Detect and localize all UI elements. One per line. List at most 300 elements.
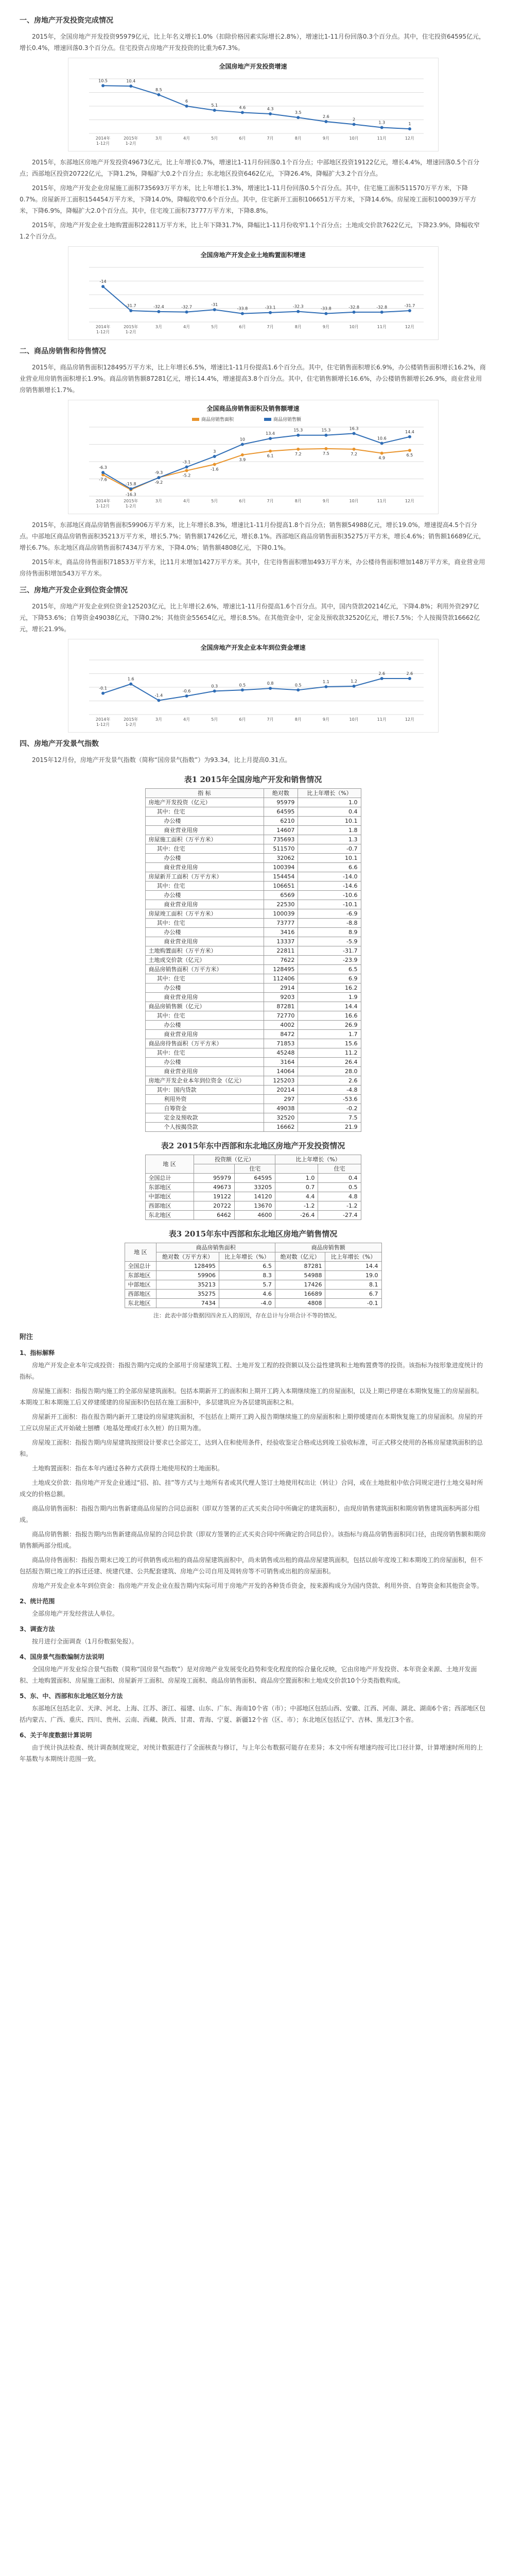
table-row [145,1011,361,1021]
data-label: 6 [185,99,188,104]
table-cell-value: 297 [264,1095,298,1104]
table-cell-growth: 6.6 [298,863,361,872]
table-cell-value: 0.5 [318,1183,361,1192]
data-label: 4.3 [267,107,273,112]
table-header: 绝对数（亿元） [275,1252,325,1262]
data-label: 1.3 [378,120,385,125]
data-point [324,120,327,123]
table-cell-value: 35275 [156,1290,219,1299]
table-cell-value: 13337 [264,937,298,946]
table-row [145,1048,361,1058]
x-tick-label: 4月 [183,325,190,329]
table-header: 绝对数（万平方米） [156,1252,219,1262]
table-cell-value: 32062 [264,854,298,863]
notes-paragraph: 房屋新开工面积：指在报告期内新开工建设的房屋建筑面积，不包括在上期开工跨入报告期继续施工的房屋面积和上期停缓建而在本期恢复施工的房屋面积。房屋的开工应以房屋正式开始破土刨槽（地基处理或打永久桩）的日期为准。 [20,1413,483,1432]
table-cell-value: 4.4 [275,1192,318,1201]
table-row [145,1123,361,1132]
table-row [125,1280,381,1290]
table-cell-value: 3164 [264,1058,298,1067]
table-cell-indicator: 自筹资金 [145,1104,264,1113]
x-tick-label: 8月 [294,325,302,329]
x-tick-label: 7月 [267,717,274,722]
table-cell-value: 16662 [264,1123,298,1132]
data-point [296,310,300,313]
table-row [125,1271,381,1280]
x-tick-label: 9月 [322,136,329,141]
table-cell-value: 0.7 [275,1183,318,1192]
table-row [145,844,361,854]
table-cell-region: 中部地区 [145,1192,194,1201]
data-point [352,311,355,314]
table-cell-value: 6.7 [325,1290,381,1299]
section-title-index: 四、房地产开发景气指数 [20,740,99,748]
table-cell-indicator: 房屋新开工面积（万平方米） [145,872,264,882]
table-cell-region: 东部地区 [145,1183,194,1192]
table-header: 地 区 [125,1243,156,1262]
table-cell-growth: -14.0 [298,872,361,882]
table-cell-value: 1.0 [275,1174,318,1183]
table-row [145,1201,361,1211]
data-point [324,434,327,437]
table-row [145,965,361,974]
data-point [185,694,188,698]
table-cell-value: 19122 [194,1192,234,1201]
table-row [125,1290,381,1299]
paragraph: 2015年末，商品房待售面积71853万平方米，比11月末增加1427万平方米。其中，住宅待售面积增加493万平方米，办公楼待售面积增加148万平方米，商业营业用房待售面积增加543万平方米。 [20,558,485,577]
table-cell-growth: 14.4 [298,1002,361,1011]
table-cell-growth: -8.8 [298,919,361,928]
table-header [194,1164,234,1174]
notes-title: 附注 [20,1333,33,1341]
notes-paragraph: 东部地区包括北京、天津、河北、上海、江苏、浙江、福建、山东、广东、海南10个省（市）；中部地区包括山西、安徽、江西、河南、湖北、湖南6个省；西部地区包括内蒙古、广西、重庆、四川、贵州、云南、西藏、陕西、甘肃、青海、宁夏、新疆12个省（区、市）；东北地区包括辽宁、吉林、黑龙江3个省。 [20,1705,485,1723]
table-cell-value: 8472 [264,1030,298,1039]
table-cell-value: 73777 [264,919,298,928]
table-cell-value: -27.4 [318,1211,361,1220]
table-cell-value: 19.0 [325,1271,381,1280]
table-cell-value: 20722 [194,1201,234,1211]
table1-title: 表1 2015年全国房地产开发和销售情况 [184,775,322,784]
data-label: 6.1 [267,453,273,459]
data-point [324,447,327,450]
data-point [408,127,411,130]
table-cell-value: 59906 [156,1271,219,1280]
data-label: 2.6 [406,671,413,676]
data-label: -33.1 [265,305,275,310]
table-cell-growth: -10.6 [298,891,361,900]
data-point [213,109,216,112]
legend-label: 商品房销售额 [273,417,301,422]
table-header: 比上年增长（%） [275,1155,361,1164]
x-tick-label: 1-12月 [96,330,110,334]
data-point [213,689,216,692]
x-tick-label: 2015年 [123,499,138,503]
data-point [408,449,411,452]
data-point [408,309,411,312]
table-row [145,826,361,835]
table-row [145,974,361,984]
notes-paragraph: 房屋施工面积：指报告期内施工的全部房屋建筑面积。包括本期新开工的面积和上期开工跨入本期继续施工的房屋面积，以及上期已停建在本期恢复施工的房屋面积。本期竣工和本期施工后又停建缓建的房屋面积仍包括在施工面积中，多层建筑应为各层建筑面积之和。 [20,1387,483,1406]
table-cell-value: 45248 [264,1048,298,1058]
table-row [145,1113,361,1123]
x-tick-label: 3月 [155,717,162,722]
data-point [296,688,300,691]
section-title-sales: 二、商品房销售和待售情况 [20,347,106,355]
data-point [185,465,188,468]
table-row [145,1002,361,1011]
table1 [145,788,361,1132]
x-tick-label: 8月 [294,717,302,722]
data-point [269,112,272,115]
data-label: -33.8 [237,306,248,311]
data-label: -32.4 [153,304,164,309]
notes-heading: 5、东、中、西部和东北地区划分方法 [20,1692,123,1700]
chart-title: 全国房地产开发投资增速 [219,63,287,70]
table-row [145,946,361,956]
table-row [145,1039,361,1048]
table-cell-value: 8.3 [219,1271,275,1280]
series-line [103,286,410,313]
x-tick-label: 2014年 [95,499,110,503]
chart-investment [68,58,439,151]
table-cell-indicator: 办公楼 [145,984,264,993]
table-cell-indicator: 其中：住宅 [145,1048,264,1058]
table-cell-indicator: 商业营业用房 [145,863,264,872]
table-cell-growth: -5.9 [298,937,361,946]
data-point [101,692,104,695]
data-label: 5.1 [211,103,218,108]
data-label: -1.6 [210,467,219,472]
table-cell-growth: 21.9 [298,1123,361,1132]
table-cell-region: 东部地区 [125,1271,156,1280]
table-cell-indicator: 办公楼 [145,928,264,937]
table-cell-indicator: 房屋施工面积（万平方米） [145,835,264,844]
legend-label: 商品房销售面积 [201,417,234,422]
table-header: 住宅 [235,1164,275,1174]
table-cell-value: 6569 [264,891,298,900]
data-point [269,450,272,453]
data-point [240,312,243,315]
table-cell-value: -1.2 [275,1201,318,1211]
table-cell-growth: 26.4 [298,1058,361,1067]
table-row [145,1211,361,1220]
table-cell-region: 西部地区 [125,1290,156,1299]
table-cell-region: 西部地区 [145,1201,194,1211]
data-point [157,476,160,479]
table-cell-region: 东北地区 [145,1211,194,1220]
table-cell-value: 33205 [235,1183,275,1192]
data-point [352,432,355,435]
table-cell-value: 511570 [264,844,298,854]
table-cell-indicator: 房地产开发投资（亿元） [145,798,264,807]
x-tick-label: 12月 [405,499,414,503]
table-cell-value: 106651 [264,882,298,891]
legend-swatch [264,418,271,421]
data-point [296,448,300,451]
x-tick-label: 8月 [294,136,302,141]
table-row [145,909,361,919]
chart-title: 全国商品房销售面积及销售额增速 [206,405,300,412]
table-cell-growth: -10.1 [298,900,361,909]
x-tick-label: 4月 [183,136,190,141]
table-cell-growth: 1.8 [298,826,361,835]
x-tick-label: 12月 [405,717,414,722]
table-cell-indicator: 商业营业用房 [145,826,264,835]
table-cell-value: 2914 [264,984,298,993]
table-header: 住宅 [318,1164,361,1174]
data-label: 0.8 [267,681,273,686]
data-label: -33.8 [320,306,331,311]
table-cell-growth: 26.9 [298,1021,361,1030]
x-tick-label: 9月 [322,717,329,722]
data-point [101,84,104,87]
x-tick-label: 1-12月 [96,504,110,509]
table-row [145,1030,361,1039]
table-header: 比上年增长（%） [298,789,361,798]
table2-title: 表2 2015年东中西部和东北地区房地产开发投资情况 [161,1141,345,1150]
data-label: 2.6 [322,114,329,120]
x-tick-label: 6月 [238,136,246,141]
table-cell-indicator: 商业营业用房 [145,1030,264,1039]
table-cell-indicator: 其中：住宅 [145,919,264,928]
series-line [103,433,410,489]
notes-paragraph: 房地产开发企业本年完成投资：指报告期内完成的全部用于房屋建筑工程、土地开发工程的投资额以及公益性建筑和土地购置费等的投资。该指标为按形象进度统计的指标。 [20,1362,483,1380]
table-cell-value: 100039 [264,909,298,919]
table-cell-value: 95979 [264,798,298,807]
data-point [352,123,355,126]
table-cell-value: 4.6 [219,1290,275,1299]
x-tick-label: 5月 [211,325,218,329]
paragraph: 2015年，全国房地产开发投资95979亿元，比上年名义增长1.0%（扣除价格因素实际增长2.8%），增速比1-11月份回落0.3个百分点。其中，住宅投资64595亿元，增长0.4%，增速回落0.3个百分点。住宅投资占房地产开发投资的比重为67.3%。 [20,33,485,52]
x-tick-label: 8月 [294,499,302,503]
data-point [185,469,188,472]
data-label: -32.8 [348,304,359,310]
data-label: 10.4 [126,79,135,84]
x-tick-label: 5月 [211,499,218,503]
data-point [129,309,132,312]
table-cell-value: 7622 [264,956,298,965]
notes-paragraph: 全部房地产开发经营法人单位。 [32,1610,119,1617]
legend-swatch [192,418,199,421]
data-label: 1.6 [127,676,134,682]
table-cell-value: 9203 [264,993,298,1002]
table-row [125,1262,381,1271]
notes-paragraph: 土地成交价款：指房地产开发企业通过“招、拍、挂”等方式与土地所有者或其代理人签订土地使用权出让（转让）合同，或在土地批租中依合同规定进行土地交易时所成交的价格总额。 [20,1479,483,1498]
notes-heading: 6、关于年度数据计算说明 [20,1732,92,1739]
table-header: 商品房销售面积 [156,1243,275,1252]
data-label: -0.1 [98,686,107,691]
notes-paragraph: 商品房待售面积：指报告期末已竣工的可供销售或出租的商品房屋建筑面积中，尚未销售或出租的商品房屋建筑面积，包括以前年度竣工和本期竣工的房屋面积，但不包括报告期已竣工的拆迁还建、统建代建、公共配套建筑、房地产公司自用及周转房等不可销售或出租的房屋面积。 [20,1556,483,1575]
table-cell-indicator: 土地成交价款（亿元） [145,956,264,965]
x-tick-label: 11月 [377,136,387,141]
table-cell-value: 128495 [264,965,298,974]
data-point [240,688,243,691]
data-point [380,452,383,455]
data-label: -6.3 [98,465,107,470]
data-point [101,285,104,288]
table-cell-value: 4.8 [318,1192,361,1201]
table-cell-value: 6210 [264,817,298,826]
table-row [145,854,361,863]
data-point [352,685,355,688]
x-tick-label: 6月 [238,499,246,503]
table-cell-value: 4808 [275,1299,325,1308]
table-cell-growth: -6.9 [298,909,361,919]
table-cell-value: 72770 [264,1011,298,1021]
table-cell-value: 32520 [264,1113,298,1123]
table-cell-indicator: 其中：住宅 [145,974,264,984]
table-cell-value: 14064 [264,1067,298,1076]
x-tick-label: 11月 [377,717,387,722]
data-point [213,455,216,458]
chart-title: 全国房地产开发企业本年到位资金增速 [200,644,306,651]
notes-paragraph: 商品房销售额：指报告期内出售新建商品房屋的合同总价款（即双方签署的正式买卖合同中所确定的合同总价）。该指标与商品房销售面积同口径，由现房销售额和期房销售额两部分组成。 [20,1531,486,1549]
table-cell-growth: -53.6 [298,1095,361,1104]
table-cell-indicator: 其中：住宅 [145,1011,264,1021]
x-tick-label: 6月 [238,325,246,329]
table-cell-value: 100394 [264,863,298,872]
table-header [275,1164,318,1174]
data-point [129,683,132,686]
table-cell-value: 6.5 [219,1262,275,1271]
data-label: -31.7 [125,303,136,309]
data-point [296,116,300,119]
data-point [324,312,327,315]
x-tick-label: 2015年 [123,717,138,722]
table-cell-indicator: 房屋竣工面积（万平方米） [145,909,264,919]
x-tick-label: 5月 [211,136,218,141]
x-tick-label: 9月 [322,325,329,329]
table-cell-value: 735693 [264,835,298,844]
data-point [213,308,216,311]
table-row [145,1104,361,1113]
data-label: -32.3 [292,304,304,309]
notes-heading: 1、指标解释 [20,1349,55,1357]
table-cell-indicator: 商业营业用房 [145,993,264,1002]
table-cell-value: 14607 [264,826,298,835]
table-cell-value: -26.4 [275,1211,318,1220]
data-label: -7.6 [98,477,107,482]
table-cell-value: 5.7 [219,1280,275,1290]
table-cell-growth: -23.9 [298,956,361,965]
notes-paragraph: 全国房地产开发业综合景气指数（简称“国房景气指数”）是对房地产业发展变化趋势和变化程度的综合量化反映，它由房地产开发投资、本年资金来源、土地开发面积、土地购置面积、房屋施工面积、房屋新开工面积、房屋竣工面积、商品房销售面积、商品房空置面积和土地成交价款10个分类指数构成。 [20,1666,477,1684]
data-label: 0.3 [211,684,218,689]
table-cell-value: 20214 [264,1086,298,1095]
table-cell-indicator: 其中：国内贷款 [145,1086,264,1095]
data-label: 15.3 [321,428,330,433]
table-row [145,1058,361,1067]
notes-paragraph: 房屋竣工面积：指报告期内房屋建筑按照设计要求已全部完工，达到入住和使用条件，经验收鉴定合格或达到竣工验收标准，可正式移交使用的各栋房屋建筑面积的总和。 [20,1439,483,1458]
data-label: -16.3 [125,492,136,497]
chart-sales [68,400,439,514]
table-row [145,835,361,844]
notes-heading: 2、统计范围 [20,1598,55,1605]
table-cell-growth: 10.1 [298,854,361,863]
table-header: 比上年增长（%） [219,1252,275,1262]
data-label: -15.8 [125,481,136,486]
x-tick-label: 1-2月 [125,722,136,727]
table-cell-value: 22811 [264,946,298,956]
x-tick-label: 11月 [377,499,387,503]
table-row [145,993,361,1002]
table-cell-value: 87281 [275,1262,325,1271]
x-tick-label: 7月 [267,136,274,141]
table-cell-growth: -0.7 [298,844,361,854]
table-cell-growth: 1.9 [298,993,361,1002]
data-label: -32.8 [376,304,387,310]
data-label: 3.9 [239,457,246,462]
table-cell-indicator: 个人按揭贷款 [145,1123,264,1132]
table-header: 绝对数 [264,789,298,798]
x-tick-label: 2014年 [95,136,110,141]
data-label: 10.5 [98,78,108,83]
data-point [240,443,243,446]
data-point [380,442,383,445]
table-cell-growth: -14.6 [298,882,361,891]
table-cell-value: 87281 [264,1002,298,1011]
table-cell-indicator: 商业营业用房 [145,1067,264,1076]
table-header: 地 区 [145,1155,194,1174]
x-tick-label: 11月 [377,325,387,329]
paragraph: 2015年，商品房销售面积128495万平方米，比上年增长6.5%，增速比1-11月份提高1.6个百分点。其中，住宅销售面积增长6.9%，办公楼销售面积增长16.2%，商业营业用房销售面积增长1.9%。商品房销售额87281亿元，增长14.4%，增速提高3.8个百分点。其中，住宅销售额增长16.6%，办公楼销售额增长26.9%，商业营业用房销售额增长1.7%。 [20,364,486,394]
data-label: 7.2 [294,451,302,456]
table-cell-growth: 11.2 [298,1048,361,1058]
table-cell-value: 71853 [264,1039,298,1048]
data-point [129,487,132,490]
data-point [185,105,188,108]
section-title-investment: 一、房地产开发投资完成情况 [20,16,113,25]
table-row [145,863,361,872]
x-tick-label: 10月 [348,717,359,722]
table-header: 商品房销售额 [275,1243,381,1252]
paragraph: 2015年，房地产开发企业土地购置面积22811万平方米，比上年下降31.7%，降幅比1-11月份收窄1.1个百分点；土地成交价款7622亿元，下降23.9%，降幅收窄1.2个百分点。 [20,222,480,240]
table2 [145,1155,361,1220]
table-cell-value: 64595 [264,807,298,817]
data-point [157,699,160,702]
table-cell-growth: -4.8 [298,1086,361,1095]
data-point [157,93,160,96]
x-tick-label: 2015年 [123,136,138,141]
table-row [145,1086,361,1095]
data-point [101,471,104,474]
table-cell-growth: 1.3 [298,835,361,844]
table-cell-growth: 0.4 [298,807,361,817]
paragraph: 2015年，东部地区房地产开发投资49673亿元，比上年增长0.7%，增速比1-11月份回落0.1个百分点；中部地区投资19122亿元，增长4.4%，增速回落0.5个百分点；西部地区投资20722亿元，下降1.2%，降幅扩大0.2个百分点；东北地区投资6462亿元，下降26.4%，降幅扩大3.2个百分点。 [20,159,480,177]
data-label: 8.5 [155,87,162,92]
chart-funds [68,639,439,733]
table-cell-indicator: 商品房销售额（亿元） [145,1002,264,1011]
x-tick-label: 12月 [405,136,414,141]
table-header: 投资额（亿元） [194,1155,275,1164]
table-cell-growth: 8.9 [298,928,361,937]
data-label: -9.3 [154,470,163,476]
table-row [145,872,361,882]
table-cell-growth: 10.1 [298,817,361,826]
paragraph: 2015年，房地产开发企业房屋施工面积735693万平方米，比上年增长1.3%，增速比1-11月份回落0.5个百分点。其中，住宅施工面积511570万平方米，下降0.7%。房屋新开工面积154454万平方米，下降14.0%，降幅收窄0.6个百分点。其中，住宅新开工面积106651万平方米，下降14.6%。房屋竣工面积100039万平方米，下降6.9%，降幅扩大2.0个百分点。其中，住宅竣工面积73777万平方米，下降8.8%。 [20,184,477,214]
table-cell-indicator: 办公楼 [145,817,264,826]
table-cell-value: 0.4 [318,1174,361,1183]
x-tick-label: 3月 [155,499,162,503]
table-cell-value: 6462 [194,1211,234,1220]
data-label: 0.5 [239,683,246,688]
table-cell-value: -0.1 [325,1299,381,1308]
data-label: -31.7 [404,303,415,309]
table-cell-value: 49673 [194,1183,234,1192]
table-cell-region: 中部地区 [125,1280,156,1290]
table-cell-value: 4002 [264,1021,298,1030]
table3-title: 表3 2015年东中西部和东北地区房地产销售情况 [168,1229,338,1239]
x-tick-label: 10月 [348,136,359,141]
table-header: 指 标 [145,789,264,798]
